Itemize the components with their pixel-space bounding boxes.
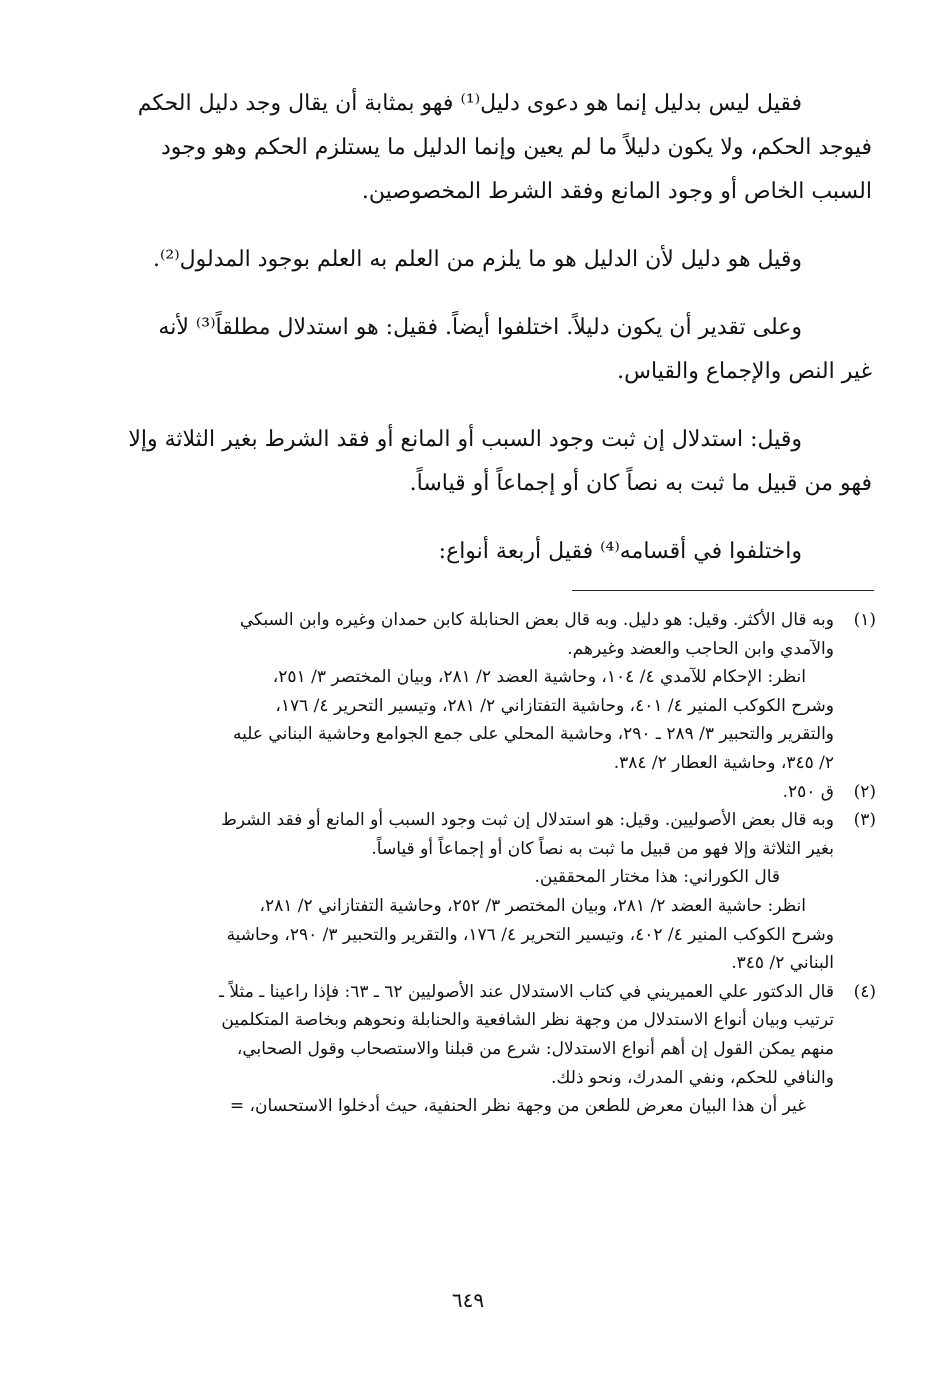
text-line: وقيل: استدلال إن ثبت وجود السبب أو المانع أو فقد الشرط بغير الثلاثة وإلا (128, 427, 802, 452)
footnote-line: وشرح الكوكب المنير ٤/ ٤٠٢، وتيسير التحرير ٤/ ١٧٦، والتقرير والتحبير ٣/ ٢٩٠، وحاشية (226, 924, 834, 945)
footnote-line: وشرح الكوكب المنير ٤/ ٤٠١، وحاشية التفتازاني ٢/ ٢٨١، وتيسير التحرير ٤/ ١٧٦، (275, 695, 834, 716)
paragraph-2 (92, 238, 872, 282)
footnote-line: وبه قال بعض الأصوليين. وقيل: هو استدلال إن ثبت وجود السبب أو المانع أو فقد الشرط (221, 810, 834, 831)
text-line: فهو من قبيل ما ثبت به نصاً كان أو إجماعاً أو قياساً. (409, 471, 872, 496)
page-number: ٦٤٩ (451, 1288, 485, 1312)
text-line: غير النص والإجماع والقياس. (617, 359, 872, 384)
footnote-line: قال الدكتور علي العميريني في كتاب الاستدلال عند الأصوليين ٦٢ ـ ٦٣: فإذا راعينا ـ مثلاً ـ (219, 981, 834, 1002)
paragraph-5 (92, 530, 872, 574)
footnote-4 (92, 978, 876, 1121)
footnote-line: بغير الثلاثة وإلا فهو من قبيل ما ثبت به نصاً كان أو إجماعاً أو قياساً. (371, 838, 834, 859)
footnote-line: والتقرير والتحبير ٣/ ٢٨٩ ـ ٢٩٠، وحاشية المحلي على جمع الجوامع وحاشية البناني عليه (232, 724, 834, 745)
paragraph-4 (92, 418, 872, 506)
text-line: وعلى تقدير أن يكون دليلاً. اختلفوا أيضاً. فقيل: هو استدلال مطلقاً⁽³⁾ لأنه (158, 315, 802, 340)
footnote-line: البناني ٢/ ٣٤٥. (731, 953, 834, 974)
footnote-line: قال الكوراني: هذا مختار المحققين. (534, 867, 780, 888)
text-line: السبب الخاص أو وجود المانع وفقد الشرط المخصوصين. (361, 179, 872, 204)
footnote-line: والآمدي وابن الحاجب والعضد وغيرهم. (567, 638, 834, 659)
footnote-line: غير أن هذا البيان معرض للطعن من وجهة نظر الحنفية، حيث أدخلوا الاستحسان، = (229, 1096, 806, 1117)
footnote-number: (٤) (853, 981, 876, 1002)
text-line: فيوجد الحكم، ولا يكون دليلاً ما لم يعين وإنما الدليل ما يستلزم الحكم وهو وجود (160, 135, 872, 160)
footnote-line: انظر: الإحكام للآمدي ٤/ ١٠٤، وحاشية العضد ٢/ ٢٨١، وبيان المختصر ٣/ ٢٥١، (272, 667, 806, 688)
footnote-3 (92, 806, 876, 978)
paragraph-1 (92, 82, 872, 214)
text-line: وقيل هو دليل لأن الدليل هو ما يلزم من العلم به العلم بوجود المدلول⁽²⁾. (153, 247, 802, 272)
footnote-number: (٣) (853, 810, 876, 831)
footnote-line: وبه قال الأكثر. وقيل: هو دليل. وبه قال بعض الحنابلة كابن حمدان وغيره وابن السبكي (239, 610, 834, 630)
main-text (92, 82, 872, 598)
footnote-line: انظر: حاشية العضد ٢/ ٢٨١، وبيان المختصر ٣/ ٢٥٢، وحاشية التفتازاني ٢/ ٢٨١، (259, 895, 806, 916)
footnote-line: ترتيب وبيان أنواع الاستدلال من وجهة نظر الشافعية والحنابلة ونحوهم وبخاصة المتكلمين (221, 1010, 834, 1031)
footnote-line: والنافي للحكم، ونفي المدرك، ونحو ذلك. (551, 1067, 834, 1088)
footnote-line: منهم يمكن القول إن أهم أنواع الاستدلال: شرع من قبلنا والاستصحاب وقول الصحابي، (236, 1038, 834, 1059)
footnote-separator (572, 590, 874, 591)
footnotes (92, 606, 876, 1121)
footnote-number: (١) (853, 610, 876, 630)
footnote-1 (92, 606, 876, 778)
paragraph-3 (92, 306, 872, 394)
footnote-line: ٢/ ٣٤٥، وحاشية العطار ٢/ ٣٨٤. (613, 752, 834, 773)
footnote-2 (92, 778, 876, 807)
text-line: فقيل ليس بدليل إنما هو دعوى دليل⁽¹⁾ فهو بمثابة أن يقال وجد دليل الحكم (137, 91, 802, 116)
footnote-line: ق ٢٥٠. (782, 781, 834, 802)
text-line: واختلفوا في أقسامه⁽⁴⁾ فقيل أربعة أنواع: (438, 539, 802, 564)
footnote-number: (٢) (853, 781, 876, 802)
